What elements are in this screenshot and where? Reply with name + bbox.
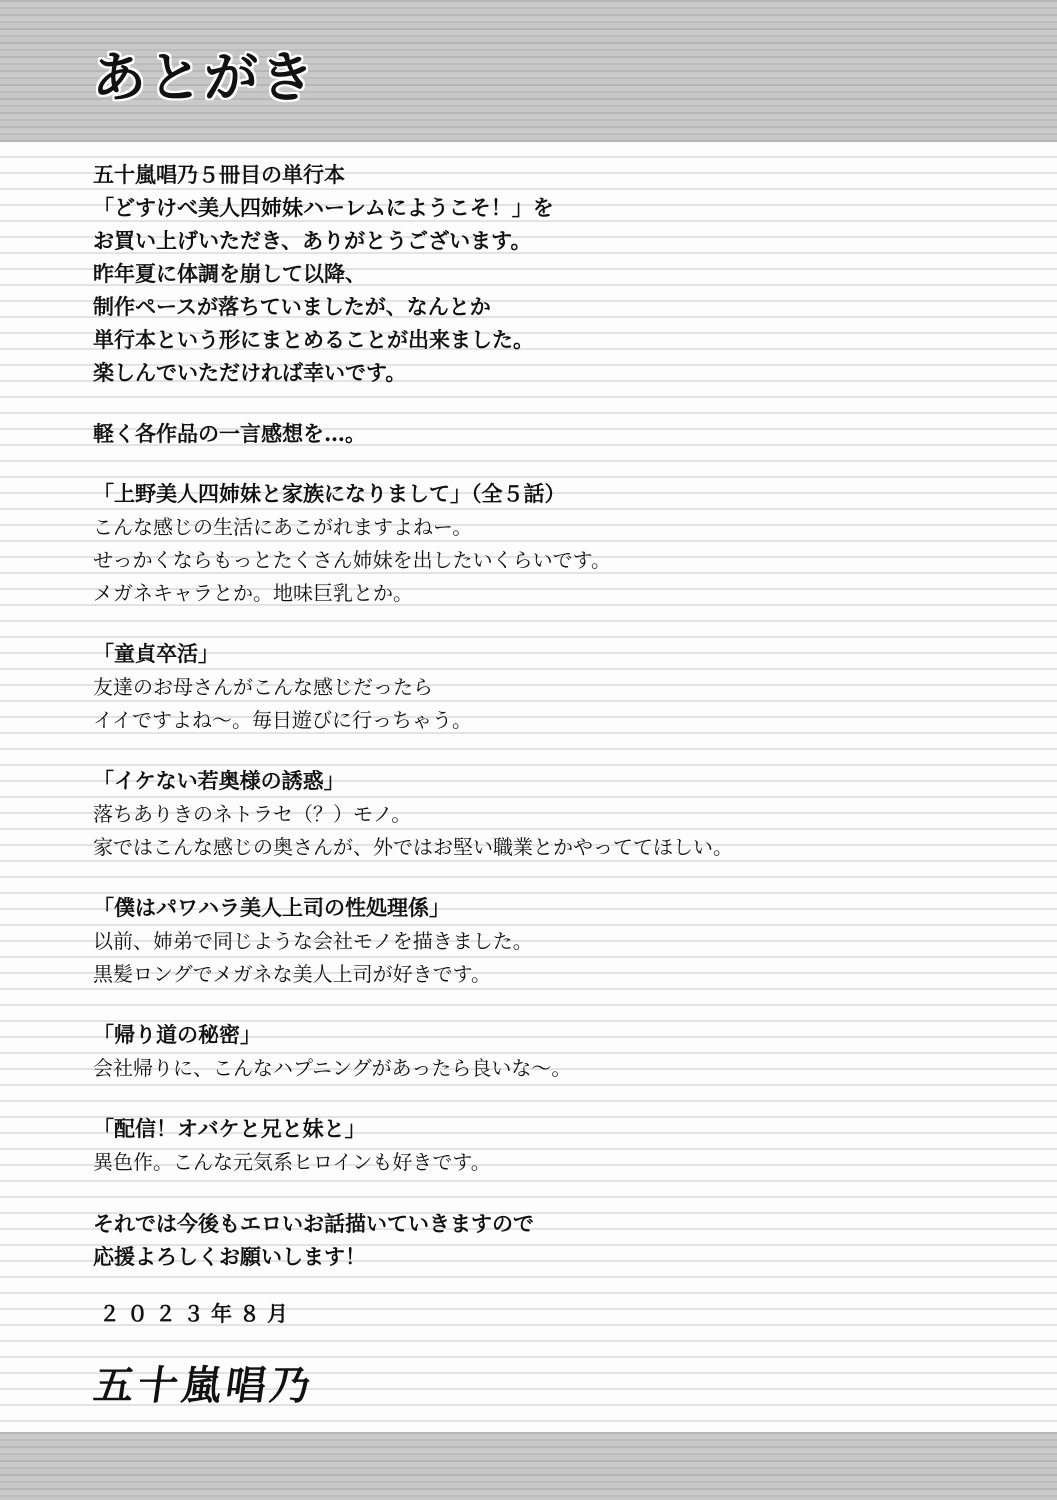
- work-comment: 落ちありきのネトラセ（？）モノ。: [93, 802, 412, 826]
- footer-band: [0, 1432, 1057, 1500]
- author-signature: 五十嵐唱乃: [90, 1362, 318, 1409]
- spacer: [93, 610, 993, 638]
- spacer: [93, 737, 993, 765]
- work-comment: 黒髪ロングでメガネな美人上司が好きです。: [93, 962, 491, 986]
- page-title: あとがき: [92, 45, 316, 109]
- intro-line: 楽しんでいただければ幸いです。: [93, 360, 407, 385]
- intro-line: お買い上げいただき、ありがとうございます。: [93, 228, 532, 253]
- work-comment: イイですよね～。毎日遊びに行っちゃう。: [93, 708, 472, 732]
- intro-line: 「どすけべ美人四姉妹ハーレムにようこそ！」を: [93, 195, 554, 220]
- work-title: 「帰り道の秘密」: [93, 1023, 261, 1047]
- work-section: [93, 638, 993, 737]
- work-section: [93, 1019, 993, 1085]
- work-title: 「僕はパワハラ美人上司の性処理係」: [93, 896, 450, 920]
- intro-line: 五十嵐唱乃５冊目の単行本: [93, 162, 345, 187]
- work-title: 「上野美人四姉妹と家族になりまして」（全５話）: [93, 482, 566, 506]
- work-comment: 友達のお母さんがこんな感じだったら: [93, 675, 433, 699]
- work-section: [93, 478, 993, 610]
- work-section: [93, 765, 993, 864]
- work-comment: 家ではこんな感じの奥さんが、外ではお堅い職業とかやっててほしい。: [93, 835, 733, 859]
- work-comment: 以前、姉弟で同じような会社モノを描きました。: [93, 929, 533, 953]
- work-comment: 会社帰りに、こんなハプニングがあったら良いな～。: [93, 1056, 572, 1080]
- work-title: 「イケない若奥様の誘惑」: [93, 769, 345, 793]
- intro-line: 単行本という形にまとめることが出来ました。: [93, 327, 534, 352]
- work-comment: こんな感じの生活にあこがれますよねー。: [93, 515, 473, 539]
- intro-line: 制作ペースが落ちていましたが、なんとか: [93, 294, 491, 319]
- closing-line: それでは今後もエロいお話描いていきますので: [93, 1211, 534, 1236]
- spacer: [93, 991, 993, 1019]
- date-line: ２０２３年８月: [99, 1301, 295, 1326]
- work-section: [93, 892, 993, 991]
- spacer: [93, 450, 993, 478]
- spacer: [93, 389, 993, 417]
- work-comment: メガネキャラとか。地味巨乳とか。: [93, 581, 413, 605]
- header-band: [0, 0, 1057, 142]
- intro-line: 昨年夏に体調を崩して以降、: [93, 261, 366, 286]
- spacer: [93, 1179, 993, 1207]
- spacer: [93, 864, 993, 892]
- afterword-body: [93, 158, 993, 1330]
- intro-paragraph: [93, 158, 993, 389]
- work-title: 「童貞卒活」: [93, 642, 219, 666]
- closing-line: 応援よろしくお願いします！: [93, 1244, 366, 1269]
- closing-paragraph: [93, 1207, 993, 1273]
- work-section: [93, 1113, 993, 1179]
- lead-line: 軽く各作品の一言感想を…。: [93, 421, 366, 446]
- work-title: 「配信！オバケと兄と妹と」: [93, 1117, 366, 1141]
- work-comment: 異色作。こんな元気系ヒロインも好きです。: [93, 1150, 491, 1174]
- work-comment: せっかくならもっとたくさん姉妹を出したいくらいです。: [93, 548, 611, 572]
- spacer: [93, 1085, 993, 1113]
